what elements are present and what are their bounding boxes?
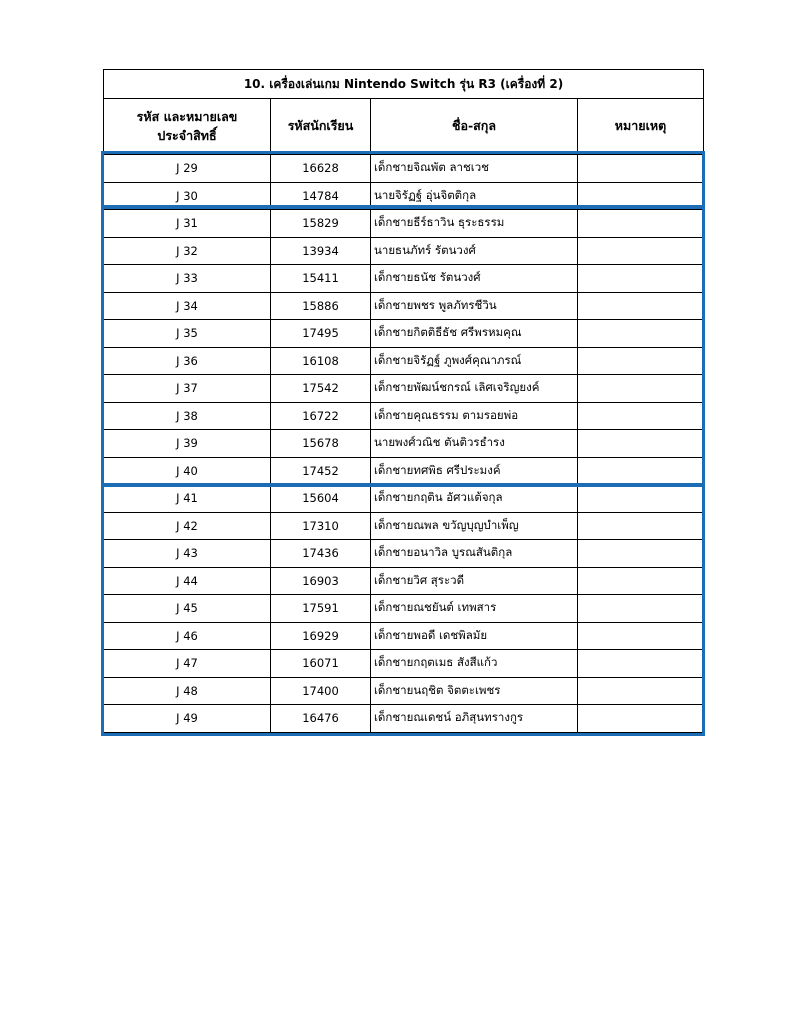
student-id-cell: 17452 (271, 457, 371, 485)
remark-cell (578, 595, 704, 623)
allocation-table (103, 69, 704, 733)
header-remark: หมายเหตุ (578, 99, 704, 155)
table-row (104, 237, 704, 265)
name-cell: เด็กชายจิณพัต ลาชเวช (371, 155, 578, 183)
remark-cell (578, 347, 704, 375)
header-code (104, 99, 271, 155)
name-cell: เด็กชายคุณธรรม ตามรอยพ่อ (371, 402, 578, 430)
remark-cell (578, 155, 704, 183)
remark-cell (578, 237, 704, 265)
code-cell: J 47 (104, 650, 271, 678)
code-cell: J 33 (104, 265, 271, 293)
student-id-cell: 13934 (271, 237, 371, 265)
student-id-cell: 16929 (271, 622, 371, 650)
code-cell: J 45 (104, 595, 271, 623)
header-code-line2: ประจำสิทธิ์ (157, 127, 217, 143)
header-student-id: รหัสนักเรียน (271, 99, 371, 155)
table-row (104, 347, 704, 375)
table-row (104, 677, 704, 705)
remark-cell (578, 677, 704, 705)
student-id-cell: 16108 (271, 347, 371, 375)
table-row (104, 320, 704, 348)
table-row (104, 210, 704, 238)
student-id-cell: 16476 (271, 705, 371, 733)
header-code-line1: รหัส และหมายเลข (136, 108, 238, 124)
table-row (104, 155, 704, 183)
code-cell: J 31 (104, 210, 271, 238)
table-row (104, 650, 704, 678)
remark-cell (578, 210, 704, 238)
name-cell: เด็กชายพอดี เดชพิลมัย (371, 622, 578, 650)
remark-cell (578, 650, 704, 678)
name-cell: เด็กชายวิศ สุระวดี (371, 567, 578, 595)
table-row (104, 292, 704, 320)
remark-cell (578, 622, 704, 650)
student-id-cell: 14784 (271, 182, 371, 210)
name-cell: เด็กชายณชยันต์ เทพสาร (371, 595, 578, 623)
table-row (104, 622, 704, 650)
table-row (104, 457, 704, 485)
student-id-cell: 17400 (271, 677, 371, 705)
student-id-cell: 16071 (271, 650, 371, 678)
table-row (104, 402, 704, 430)
remark-cell (578, 375, 704, 403)
name-cell: นายพงศ์วณิช ตันติวรธำรง (371, 430, 578, 458)
table-row (104, 430, 704, 458)
name-cell: เด็กชายกฤติน อัศวแต้จกุล (371, 485, 578, 513)
code-cell: J 30 (104, 182, 271, 210)
code-cell: J 32 (104, 237, 271, 265)
remark-cell (578, 265, 704, 293)
table-row (104, 512, 704, 540)
student-id-cell: 16722 (271, 402, 371, 430)
name-cell: เด็กชายพชร พูลภัทรชีวิน (371, 292, 578, 320)
table-row (104, 705, 704, 733)
table-row (104, 595, 704, 623)
code-cell: J 29 (104, 155, 271, 183)
name-cell: เด็กชายณพล ขวัญบุญบำเพ็ญ (371, 512, 578, 540)
student-id-cell: 17495 (271, 320, 371, 348)
remark-cell (578, 182, 704, 210)
name-cell: เด็กชายกิตติธีธัช ศรีพรหมคุณ (371, 320, 578, 348)
code-cell: J 40 (104, 457, 271, 485)
remark-cell (578, 457, 704, 485)
name-cell: เด็กชายกฤตเมธ สังสีแก้ว (371, 650, 578, 678)
header-name: ชื่อ-สกุล (371, 99, 578, 155)
remark-cell (578, 402, 704, 430)
name-cell: เด็กชายจิรัฏฐ์ ภูพงศ์คุณาภรณ์ (371, 347, 578, 375)
remark-cell (578, 567, 704, 595)
name-cell: เด็กชายณเดชน์ อภิสุนทรางกูร (371, 705, 578, 733)
name-cell: เด็กชายธีร์ธาวิน ธุระธรรม (371, 210, 578, 238)
student-id-cell: 16628 (271, 155, 371, 183)
code-cell: J 34 (104, 292, 271, 320)
code-cell: J 48 (104, 677, 271, 705)
remark-cell (578, 430, 704, 458)
code-cell: J 39 (104, 430, 271, 458)
name-cell: เด็กชายอนาวิล บูรณสันติกุล (371, 540, 578, 568)
student-id-cell: 15886 (271, 292, 371, 320)
student-id-cell: 17310 (271, 512, 371, 540)
code-cell: J 42 (104, 512, 271, 540)
remark-cell (578, 540, 704, 568)
table-row (104, 375, 704, 403)
name-cell: เด็กชายธนัช รัตนวงศ์ (371, 265, 578, 293)
code-cell: J 49 (104, 705, 271, 733)
table-row (104, 567, 704, 595)
code-cell: J 44 (104, 567, 271, 595)
student-id-cell: 15829 (271, 210, 371, 238)
student-id-cell: 16903 (271, 567, 371, 595)
code-cell: J 43 (104, 540, 271, 568)
remark-cell (578, 320, 704, 348)
code-cell: J 46 (104, 622, 271, 650)
student-id-cell: 17591 (271, 595, 371, 623)
table-row (104, 182, 704, 210)
remark-cell (578, 485, 704, 513)
header-row (104, 99, 704, 155)
name-cell: นายจิรัฏฐ์ อุ่นจิตติกุล (371, 182, 578, 210)
code-cell: J 36 (104, 347, 271, 375)
name-cell: เด็กชายพัฒน์ชกรณ์ เลิศเจริญยงค์ (371, 375, 578, 403)
remark-cell (578, 292, 704, 320)
name-cell: เด็กชายทศพิธ ศรีประมงค์ (371, 457, 578, 485)
code-cell: J 37 (104, 375, 271, 403)
table-row (104, 485, 704, 513)
code-cell: J 35 (104, 320, 271, 348)
student-id-cell: 17542 (271, 375, 371, 403)
code-cell: J 41 (104, 485, 271, 513)
student-id-cell: 17436 (271, 540, 371, 568)
remark-cell (578, 705, 704, 733)
student-id-cell: 15411 (271, 265, 371, 293)
name-cell: เด็กชายนฤชิต จิตตะเพชร (371, 677, 578, 705)
table-row (104, 540, 704, 568)
code-cell: J 38 (104, 402, 271, 430)
table-title: 10. เครื่องเล่นเกม Nintendo Switch รุ่น R3 (เครื่องที่ 2) (104, 70, 704, 99)
remark-cell (578, 512, 704, 540)
table-row (104, 265, 704, 293)
name-cell: นายธนภัทร์ รัตนวงศ์ (371, 237, 578, 265)
student-id-cell: 15678 (271, 430, 371, 458)
student-id-cell: 15604 (271, 485, 371, 513)
